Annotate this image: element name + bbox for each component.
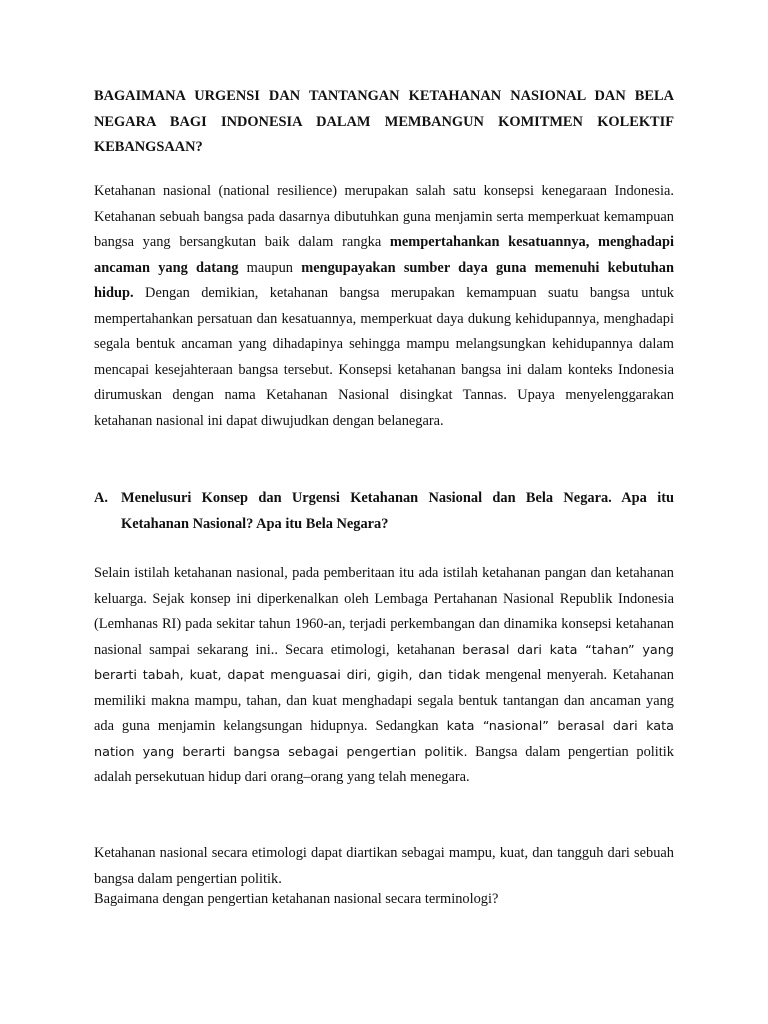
bold-phrase: mempertahankan kesatuannya, menghadapi ancaman yang datang [94, 234, 674, 276]
sans-phrase: berasal dari kata “tahan” yang berarti tabah, kuat, dapat menguasai diri, gigih, dan tidak [94, 642, 674, 683]
sans-phrase: kata “nasional” berasal dari kata nation yang berarti bangsa sebagai pengertian politik. [94, 719, 674, 760]
paragraph-text: maupun [238, 259, 302, 276]
paragraph-definition: Ketahanan nasional secara etimologi dapat diartikan sebagai mampu, kuat, dan tangguh dari sebuah bangsa dalam pengertian politik. [94, 845, 674, 887]
paragraph-text: Ketahanan nasional (national resilience) merupakan salah satu konsepsi kenegaraan Indonesia. Ketahanan sebuah bangsa pada dasarnya dibutuhkan guna menjamin serta memperkuat kemampuan bangsa yang bersangkutan baik dalam rangka [94, 183, 674, 250]
paragraph-intro [94, 179, 674, 434]
paragraph-text: Selain istilah ketahanan nasional, pada pemberitaan itu ada istilah ketahanan pangan dan ketahanan keluarga. Sejak konsep ini diperkenalkan oleh Lembaga Pertahanan Nasional Republik Indonesia (Lemhanas RI) pada sekitar tahun 1960-an, terjadi perkembangan dan dinamika konsepsi ketahanan nasional sampai sekarang ini.. Secara etimologi, ketahanan [94, 565, 674, 658]
paragraph-etymology [94, 561, 674, 791]
section-heading-text: Menelusuri Konsep dan Urgensi Ketahanan Nasional dan Bela Negara. Apa itu Ketahanan Nasional? Apa itu Bela Negara? [121, 490, 674, 532]
section-number: A. [94, 490, 108, 506]
document-title: BAGAIMANA URGENSI DAN TANTANGAN KETAHANAN NASIONAL DAN BELA NEGARA BAGI INDONESIA DALAM MEMBANGUN KOMITMEN KOLEKTIF KEBANGSAAN? [94, 88, 674, 155]
paragraph-text: Bangsa dalam pengertian politik adalah persekutuan hidup dari orang–orang yang telah menegara. [94, 743, 674, 785]
bold-phrase: mengupayakan sumber daya guna memenuhi kebutuhan hidup. [94, 259, 674, 301]
paragraph-text: Dengan demikian, ketahanan bangsa merupakan kemampuan suatu bangsa untuk mempertahankan persatuan dan kesatuannya, memperkuat daya dukung kehidupannya, menghadapi segala bentuk ancaman yang dihadapinya sehingga mampu melangsungkan kehidupannya dalam mencapai kesejahteraan bangsa tersebut. Konsepsi ketahanan bangsa ini dalam konteks Indonesia dirumuskan dengan nama Ketahanan Nasional disingkat Tannas. Upaya menyelenggarakan ketahanan nasional ini dapat diwujudkan dengan belanegara. [94, 285, 674, 429]
paragraph-text: mengenal menyerah. Ketahanan memiliki makna mampu, tahan, dan kuat menghadapi segala bentuk tantangan dan ancaman yang ada guna menjamin kelangsungan hidupnya. Sedangkan [94, 667, 674, 734]
paragraph-question: Bagaimana dengan pengertian ketahanan nasional secara terminologi? [94, 891, 499, 907]
section-heading-a [94, 486, 674, 537]
